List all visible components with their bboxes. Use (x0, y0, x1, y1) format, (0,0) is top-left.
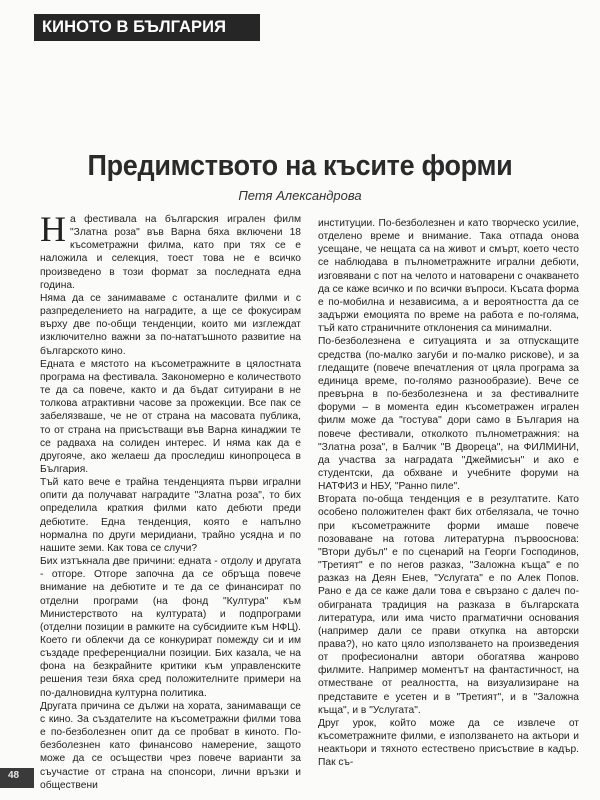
paragraph: Другата причина се дължи на хората, занимаващи се с кино. За създателите на късометражни филми това е по-безболезнен опит да се пробват в киното. По-безболезнен като финансово намерение, защото може да се осъществи чрез повече варианти за съучастие от страна на спонсори, лични връзки и обществени (40, 700, 301, 791)
paragraph: институции. По-безболезнен и като творческо усилие, отделено време и внимание. Така отпада онова усещане, че нещата са на живот и смърт, което често се наблюдава в пълнометражните игрални дебюти, изговявани с пот на челото и натоварени с очакването да се каже всичко и по всички въпроси. Късата форма е по-мобилна и независима, а и вероятността да се задържи емоцията по време на работа е по-голяма, тъй като страничните отклонения са минимални. (318, 218, 579, 335)
paragraph: Тъй като вече е трайна тенденцията първи игрални опити да получават наградите "Златна роза", то бих определила краткия филми като дебюти преди дебютите. Една тенденция, която е напълно нормална по други меридиани, трайно усядна и по нашите земи. Как това се случи? (40, 477, 301, 554)
paragraph: Едната е мястото на късометражните в цялостната програма на фестивала. Закономерно е количеството те да са повече, както и да бъдат ситуирани в не толкова атрактивни часове за прожекции. Все пак се забелязваше, че не от страна на масовата публика, то от страна на присъстващи във Варна кинаджии те се радваха на солиден интерес. И няма как да е другояче, ако желаеш да проследиш кинопроцеса в България. (40, 358, 301, 475)
paragraph: По-безболезнена е ситуацията и за отпускащите средства (по-малко загуби и по-малко рискове), и за гледащите (повече впечатления от цяла програма за единица време, по-голямо разнообразие). Вече се превърна в по-безболезнена и за фестивалните форуми – в момента един късометражен игрален филм може да "гостува" дори само в България на повече фестивали, отколкото пълнометражния: на "Златна роза", в Балчик "В Двореца", на ФИЛМИНИ, да участва за наградата "Джеймисън" и ако е студентски, да обхване и учебните форуми на НАТФИЗ и НБУ, "Ранно пиле". (318, 336, 579, 493)
article-column-left (40, 209, 301, 792)
page-number: 48 (8, 770, 20, 781)
paragraph: Втората по-обща тенденция е в резултатите. Като особено положителен факт бих отбелязала, че точно при късометражните форми имаше повече позоваване на готова литературна първооснова: "Втори дубъл" е по сценарий на Георги Господинов, "Третият" е по негов разказ, "Заложна къща" е по разказ на Деян Енев, "Услугата" е по Алек Попов. Рано е да се каже дали това е свързано с далеч по-обиграната традиция на разказа в българската литература, или има чисто прагматични основания (например дали се прави откупка на авторски права?), но като цяло използването на произведения от професионални автори обогатява жанрово филмите. Например моментът на фантастичност, на отместване от реалността, на визуализиране на представите е усетен и в "Третият", и в "Заложна къща", и в "Услугата". (318, 494, 579, 716)
article-column-right (318, 217, 579, 770)
article-title: Предимството на късите форми (87, 150, 513, 182)
article-author: Петя Александрова (238, 188, 362, 203)
paragraph: Няма да се занимаваме с останалите филми и с разпределението на наградите, а ще се фокусирам върху две по-общи тенденции, които ми изглеждат изключително важни за по-нататъшното развитие на българското кино. (40, 292, 301, 357)
paragraph: Бих изтъкнала две причини: едната - отдолу и другата - отгоре. Отгоре започна да се обръща повече внимание на дебютите и те да се финансират по отделни програми (на фонд "Култура" към Министерството на културата) и подпрограми (отделни позиции в рамките на субсидиите към НФЦ). Което ги облекчи да се конкурират помежду си и им създаде преференциални позиции. Бих казала, че на фона на безкрайните критики към управленските решения тези бяха сред положителните примери на по-далновидна културна политика. (40, 556, 301, 699)
paragraph-text: а фестивала на българския игрален филм "Златна роза" във Варна бяха включени 18 късометражни филма, като при тях се е наложила и селекция, тоест това не е всичко произведено в този формат за последната една година. (40, 214, 301, 291)
paragraph (40, 209, 301, 292)
paragraph: Друг урок, който може да се извлече от късометражните филми, е използването на актьори и неактьори и тяхното естествено присъствие в кадър. Пак съ- (318, 717, 579, 769)
section-banner: КИНОТО В БЪЛГАРИЯ (34, 14, 260, 41)
drop-cap: Н (40, 209, 66, 249)
